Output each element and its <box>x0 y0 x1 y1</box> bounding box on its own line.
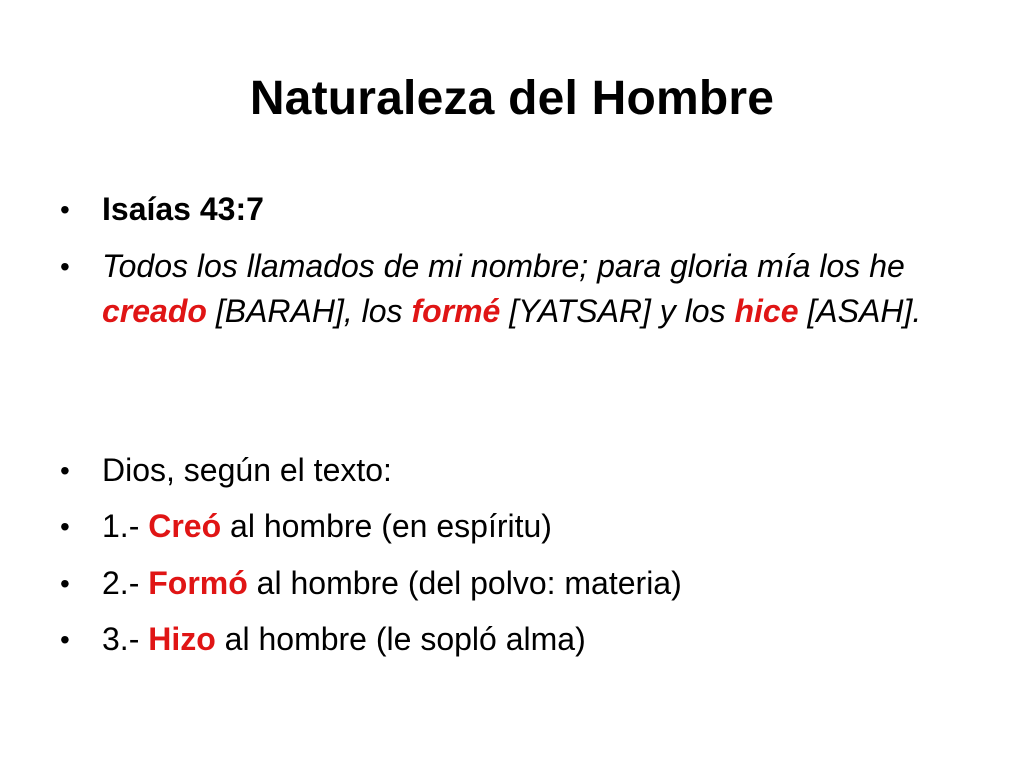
verse-highlight-hice: hice <box>734 293 799 329</box>
bullet-text <box>102 617 968 662</box>
point-rest: al hombre (del polvo: materia) <box>247 565 682 601</box>
point-prefix: 2.- <box>102 565 149 601</box>
point-rest: al hombre (le sopló alma) <box>215 621 586 657</box>
verse-part: Todos los llamados de mi nombre; para gloria mía los he <box>102 248 905 284</box>
verse-text <box>102 244 968 334</box>
bullet-text <box>102 504 968 549</box>
bullet-dot: • <box>60 568 70 599</box>
bullet-text: Dios, según el texto: <box>102 452 392 488</box>
verse-highlight-forme: formé <box>411 293 501 329</box>
point-highlight: Creó <box>148 508 222 544</box>
verse-highlight-creado: creado <box>102 293 207 329</box>
verse-part: [YATSAR] y los <box>500 293 735 329</box>
verse-part: [BARAH], los <box>206 293 412 329</box>
point-highlight: Hizo <box>148 621 216 657</box>
bullet-text <box>102 561 968 606</box>
bullet-dot: • <box>60 511 70 542</box>
verse-part: [ASAH]. <box>798 293 922 329</box>
bullet-dot: • <box>60 624 70 655</box>
point-prefix: 1.- <box>102 508 149 544</box>
bullet-dot: • <box>60 194 70 225</box>
point-highlight: Formó <box>148 565 248 601</box>
point-rest: al hombre (en espíritu) <box>221 508 552 544</box>
bullet-text: Isaías 43:7 <box>102 191 264 227</box>
bullet-dot: • <box>60 251 70 282</box>
point-prefix: 3.- <box>102 621 149 657</box>
slide-title: Naturaleza del Hombre <box>249 72 775 125</box>
bullet-dot: • <box>60 455 70 486</box>
